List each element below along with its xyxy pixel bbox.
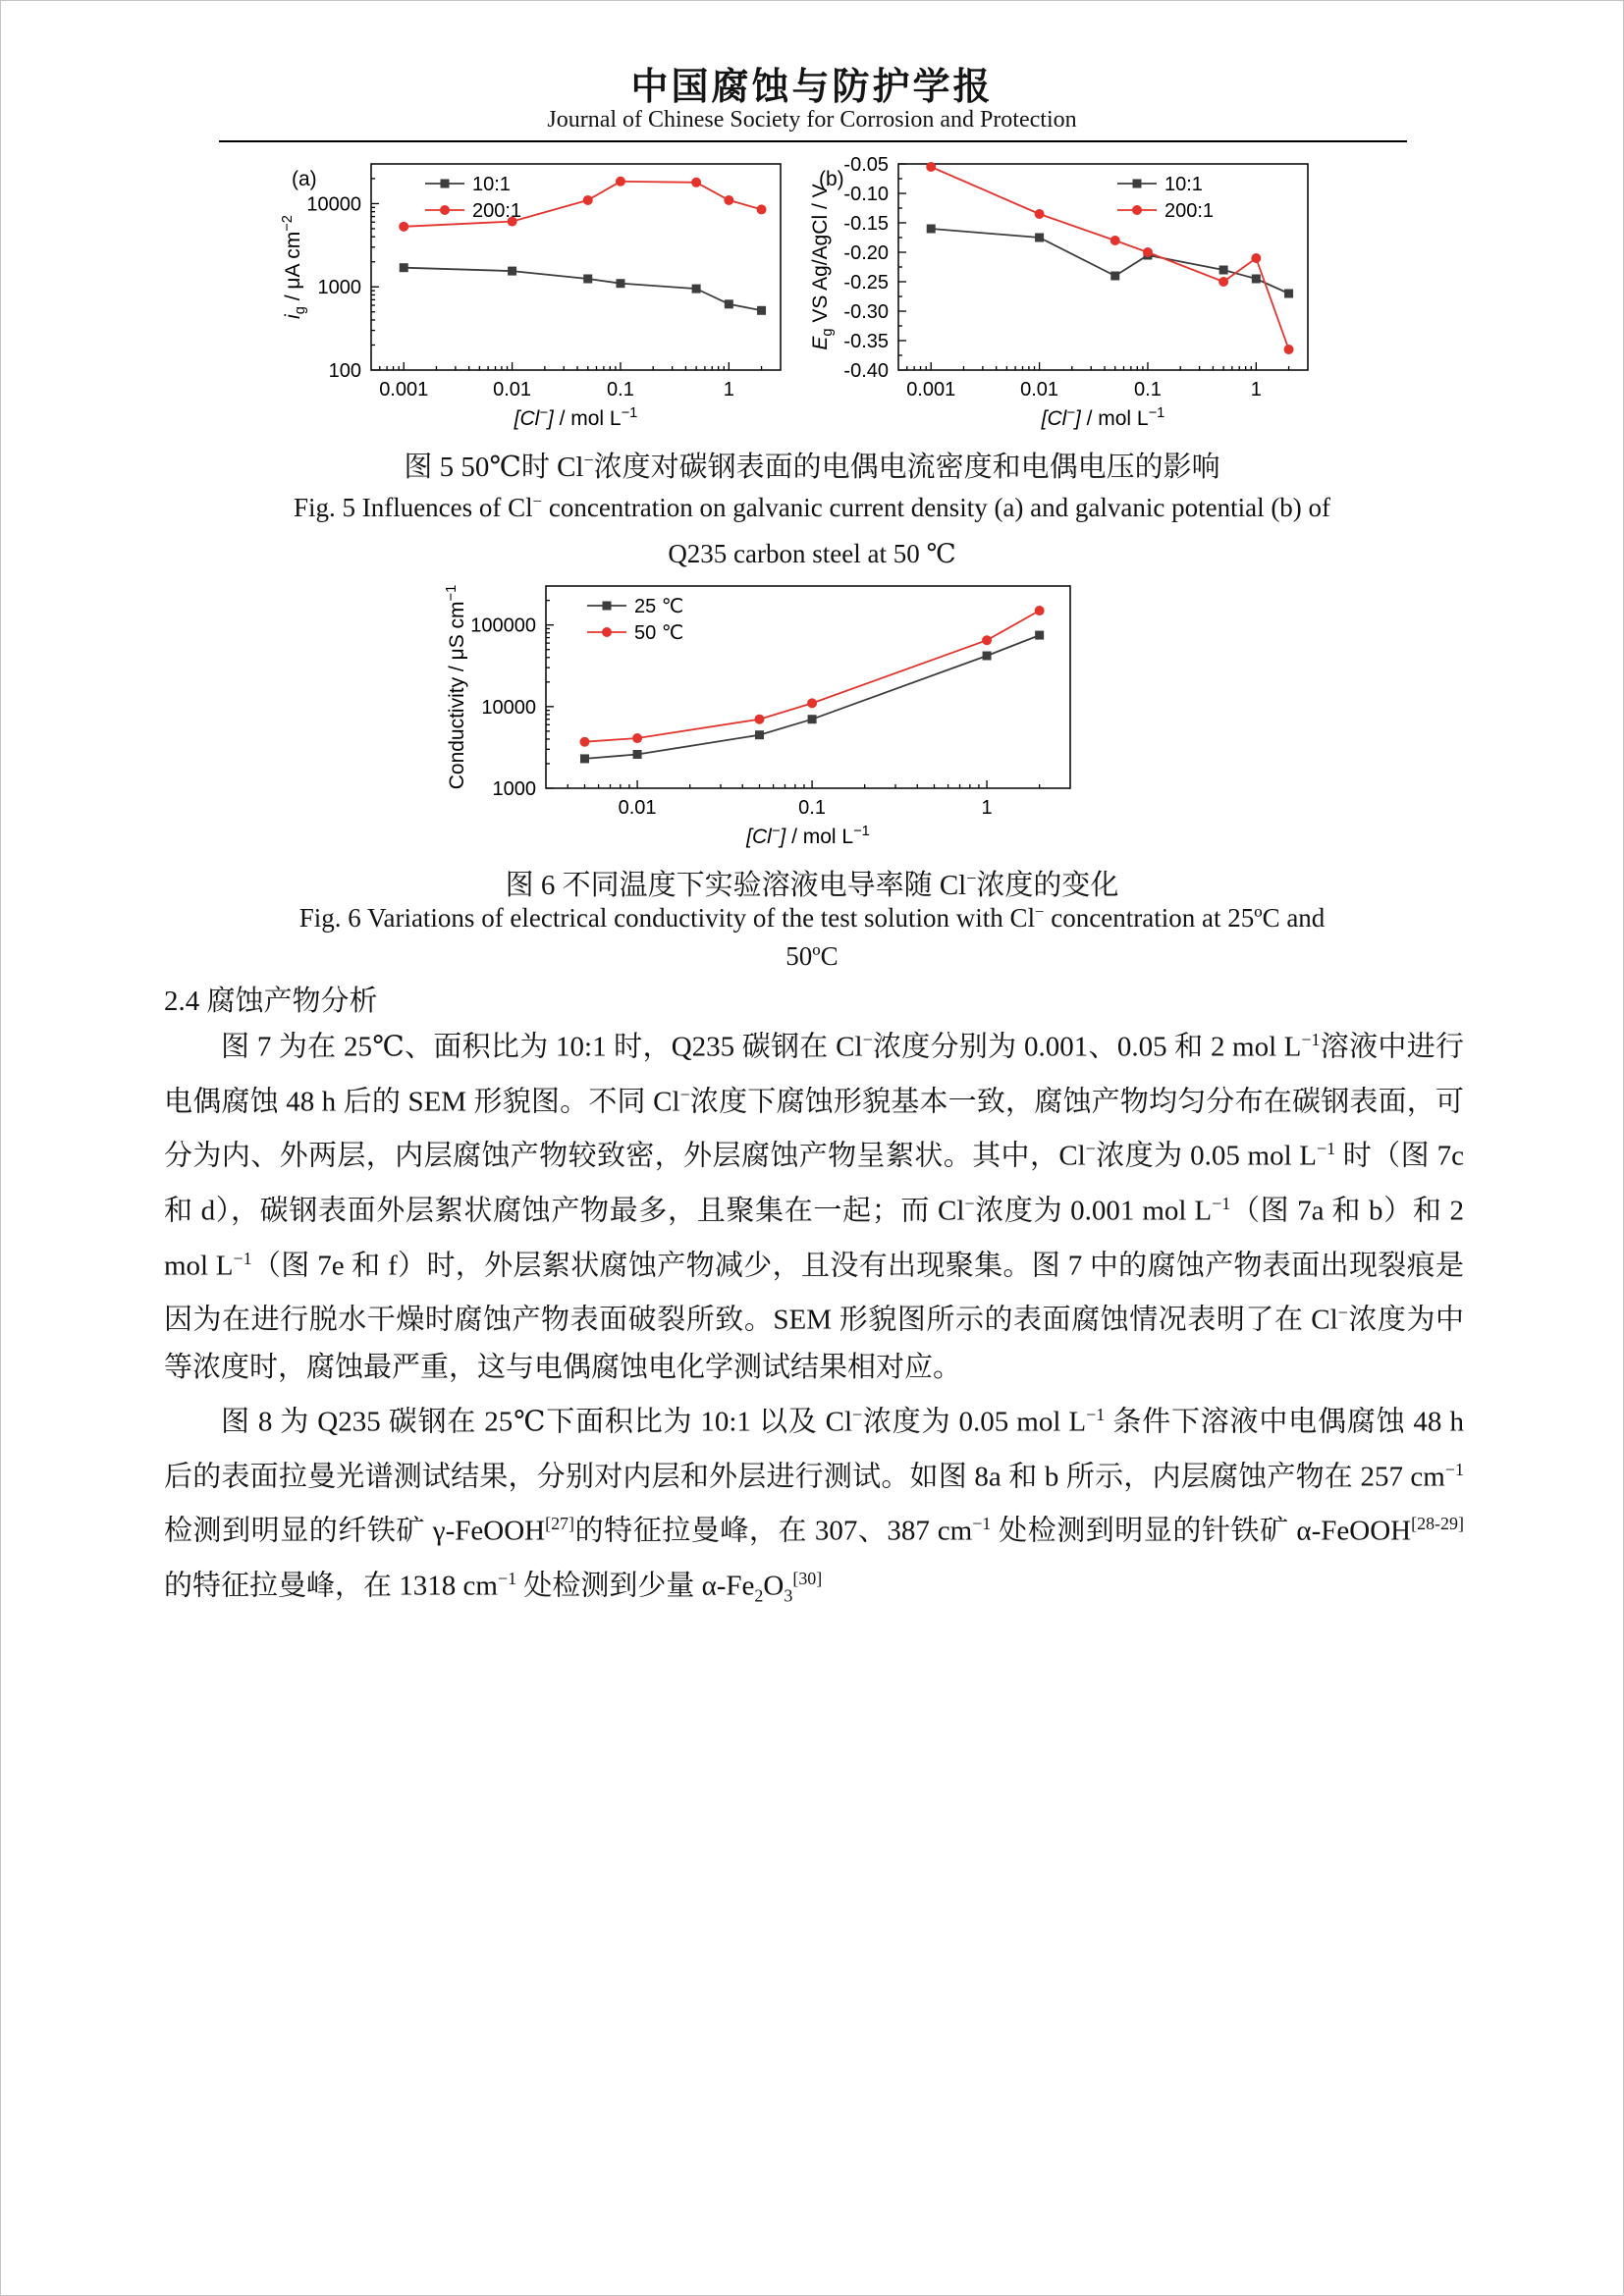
figure5-caption-zh: 图 5 50℃时 Cl−浓度对碳钢表面的电偶电流密度和电偶电压的影响 (404, 450, 1220, 483)
svg-text:-0.30: -0.30 (843, 301, 889, 323)
figure6-caption-zh: 图 6 不同温度下实验溶液电导率随 Cl−浓度的变化 (505, 868, 1119, 901)
svg-text:1: 1 (723, 379, 734, 400)
svg-text:1: 1 (981, 797, 993, 819)
header-rule (219, 140, 1407, 142)
svg-text:Eg VS Ag/AgCl / V: $E_g$ VS Ag/AgCl / V (809, 184, 836, 350)
svg-text:10000: 10000 (481, 696, 536, 719)
body-paragraph: 图 7 为在 25℃、面积比为 10:1 时，Q235 碳钢在 Cl−浓度分别为 0.001、0.05 和 2 mol $L^{-1}$溶液中进行电偶腐蚀 48 h 后的 SEM 形貌图。不同 Cl−浓度下腐蚀形貌基本一致，腐蚀产物均匀分布在碳钢表面，可分为内、外两层，内层腐蚀产物较致密，外层腐蚀产物呈絮状。其中，Cl−浓度为 0.05 mol $L^{-1}$ 时（图 7c 和 d），碳钢表面外层絮状腐蚀产物最多，且聚集在一起；而 Cl−浓度为 0.001 mol $L^{-1}$（图 7a 和 b）和 2 mol $L^{-1}$（图 7e 和 f）时，外层絮状腐蚀产物减少，且没有出现聚集。图 7 中的腐蚀产物表面出现裂痕是因为在进行脱水干燥时腐蚀产物表面破裂所致。SEM 形貌图所示的表面腐蚀情况表明了在 Cl−浓度为中等浓度时，腐蚀最严重，这与电偶腐蚀电化学测试结果相对应。 (164, 1030, 1465, 1383)
svg-text:50 ℃: 50 ℃ (634, 622, 684, 644)
svg-text:1: 1 (1250, 379, 1262, 400)
svg-text:0.1: 0.1 (798, 797, 826, 819)
svg-text:25 ℃: 25 ℃ (634, 596, 684, 617)
svg-text:-0.10: -0.10 (843, 184, 889, 205)
svg-text:200:1: 200:1 (472, 200, 522, 222)
svg-text:-0.25: -0.25 (843, 272, 889, 294)
section-heading-2-4: 2.4 腐蚀产物分析 (164, 986, 378, 1017)
svg-text:Conductivity / μS cm−1: Conductivity / μS $cm^{-1}$ (444, 584, 468, 790)
svg-text:-0.15: -0.15 (843, 213, 889, 235)
section-2-4-body (164, 1016, 1464, 1619)
figure5-caption-en-line2: Q235 carbon steel at 50 ℃ (668, 539, 956, 568)
svg-text:200:1: 200:1 (1164, 200, 1215, 222)
svg-text:100: 100 (328, 360, 361, 382)
svg-text:0.1: 0.1 (1134, 379, 1162, 400)
svg-text:10:1: 10:1 (472, 174, 511, 195)
svg-text:1000: 1000 (492, 778, 536, 800)
figure6-caption-en-line2: 50ºC (785, 941, 839, 971)
svg-text:-0.20: -0.20 (843, 242, 889, 264)
journal-title-zh: 中国腐蚀与防护学报 (630, 67, 994, 108)
svg-text:0.01: 0.01 (493, 379, 532, 400)
svg-text:1000: 1000 (317, 277, 361, 299)
svg-text:0.01: 0.01 (1020, 379, 1059, 400)
svg-text:[Cl−] / mol L−1: [Cl−] / mol $L^{-1}$ (746, 824, 870, 848)
figure5-caption-en-line1: Fig. 5 Influences of Cl− concentration on galvanic current density (a) and galvanic potential (b) of (293, 492, 1331, 522)
svg-text:ig / μA cm−2: $i_g$ / μA $cm^{-2}$ (280, 215, 308, 319)
svg-text:[Cl−] / mol L−1: [Cl−] / mol $L^{-1}$ (514, 405, 638, 430)
figure-5 (278, 148, 1321, 440)
svg-text:[Cl−] / mol L−1: [Cl−] / mol $L^{-1}$ (1041, 405, 1165, 430)
chart-galvanic-potential (805, 148, 1321, 440)
chart-galvanic-current-density (278, 148, 793, 440)
svg-text:-0.35: -0.35 (843, 331, 889, 352)
body-paragraph: 图 8 为 Q235 碳钢在 25℃下面积比为 10:1 以及 Cl−浓度为 0.05 mol $L^{-1}$ 条件下溶液中电偶腐蚀 48 h 后的表面拉曼光谱测试结果，分别对内层和外层进行测试。如图 8a 和 b 所示，内层腐蚀产物在 257 $cm^{-1}$ 检测到明显的纤铁矿 γ-FeOOH[27]的特征拉曼峰，在 307、387 $cm^{-1}$ 处检测到明显的针铁矿 α-FeOOH[28-29]的特征拉曼峰，在 1318 $cm^{-1}$ 处检测到少量 $\alpha-Fe_2O_3[30]$ (164, 1404, 1464, 1606)
svg-text:0.1: 0.1 (607, 379, 634, 400)
svg-text:0.001: 0.001 (379, 379, 429, 400)
svg-text:(b): (b) (819, 168, 844, 190)
svg-text:100000: 100000 (470, 614, 536, 637)
svg-text:0.001: 0.001 (906, 379, 956, 400)
journal-title-en: Journal of Chinese Society for Corrosion and Protection (547, 107, 1077, 133)
svg-text:10000: 10000 (306, 193, 361, 216)
svg-text:0.01: 0.01 (618, 797, 657, 819)
chart-conductivity (440, 572, 1088, 857)
svg-text:(a): (a) (292, 168, 317, 190)
svg-text:-0.05: -0.05 (843, 154, 889, 176)
figure6-caption-en-line1: Fig. 6 Variations of electrical conductivity of the test solution with Cl− concentration at 25ºC and (298, 902, 1326, 933)
svg-text:-0.40: -0.40 (843, 360, 889, 382)
svg-text:10:1: 10:1 (1164, 174, 1203, 195)
